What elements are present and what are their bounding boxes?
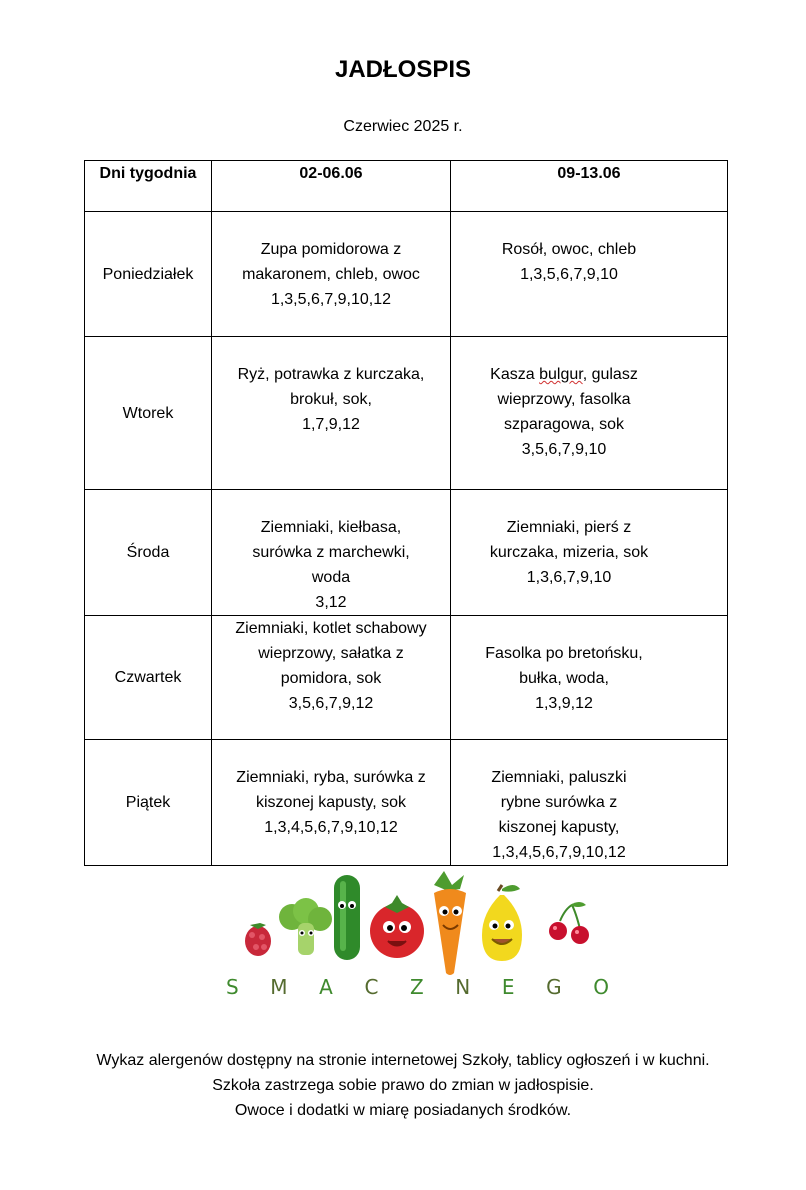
- header-week-2: 09-13.06: [451, 161, 728, 212]
- meal-line: wieprzowy, sałatka z: [258, 645, 404, 662]
- meal-line: Ziemniaki, kiełbasa,: [260, 519, 402, 536]
- carrot-icon: [434, 871, 466, 975]
- table-row: [85, 212, 728, 337]
- table-row: [85, 616, 728, 740]
- banner-letter: E: [501, 975, 516, 999]
- table-row: [85, 740, 728, 866]
- meal-line: kurczaka, mizeria, sok: [489, 544, 649, 561]
- banner-letter: N: [455, 975, 472, 999]
- meal-line: 1,3,6,7,9,10: [526, 569, 612, 586]
- meal-line: Ziemniaki, ryba, surówka z: [236, 769, 426, 786]
- meal-line: woda: [311, 569, 351, 586]
- page-title: JADŁOSPIS: [334, 56, 472, 83]
- meal-line: 1,3,5,6,7,9,10: [520, 266, 618, 283]
- smacznego-banner: [226, 975, 610, 999]
- footer-notes: [0, 1048, 806, 1123]
- allergen-note: Wykaz alergenów dostępny na stronie internetowej Szkoły, tablicy ogłoszeń i w kuchni.: [96, 1052, 710, 1069]
- meal-tuesday-week-2: [451, 337, 728, 490]
- changes-note: Szkoła zastrzega sobie prawo do zmian w jadłospisie.: [212, 1077, 594, 1094]
- day-monday: Poniedziałek: [85, 212, 212, 337]
- meal-line: makaronem, chleb, owoc: [242, 266, 420, 283]
- meal-line: 3,12: [315, 594, 347, 611]
- banner-letter: Z: [410, 975, 425, 999]
- meal-text: , gulasz: [582, 366, 638, 383]
- meal-text: Kasza: [490, 366, 540, 383]
- pear-icon: [482, 885, 522, 961]
- table-header-row: [85, 161, 728, 212]
- meal-line: Ziemniaki, pierś z: [506, 519, 632, 536]
- meal-line: Zupa pomidorowa z: [260, 241, 402, 258]
- meal-line: Rosół, owoc, chleb: [501, 241, 637, 258]
- raspberry-icon: [245, 923, 271, 956]
- table-row: [85, 490, 728, 616]
- header-days: Dni tygodnia: [85, 161, 212, 212]
- meal-line: Ziemniaki, paluszki: [491, 769, 627, 786]
- day-wednesday: Środa: [85, 490, 212, 616]
- meal-friday-week-2: [451, 740, 728, 866]
- banner-letter: O: [593, 975, 610, 999]
- meal-line: 1,7,9,12: [302, 416, 360, 433]
- meal-line: 1,3,4,5,6,7,9,10,12: [264, 819, 398, 836]
- meal-tuesday-week-1: [212, 337, 451, 490]
- meal-line: rybne surówka z: [500, 794, 618, 811]
- meal-line: kiszonej kapusty, sok: [256, 794, 406, 811]
- cherries-icon: [549, 902, 589, 944]
- meal-line: [451, 362, 677, 387]
- banner-letter: G: [546, 975, 563, 999]
- banner-letter: S: [226, 975, 240, 999]
- spellcheck-word: bulgur: [539, 366, 583, 383]
- meal-thursday-week-1: [212, 616, 451, 740]
- page-subtitle: Czerwiec 2025 r.: [343, 118, 463, 135]
- day-thursday: Czwartek: [85, 616, 212, 740]
- meal-line: Fasolka po bretońsku,: [485, 645, 643, 662]
- meal-line: 1,3,9,12: [535, 695, 593, 712]
- broccoli-icon: [279, 898, 332, 955]
- day-tuesday: Wtorek: [85, 337, 212, 490]
- meal-wednesday-week-2: [451, 490, 728, 616]
- meal-line: 1,3,5,6,7,9,10,12: [270, 291, 392, 308]
- cucumber-icon: [334, 875, 360, 960]
- meal-line: 3,5,6,7,9,10: [521, 441, 607, 458]
- meal-line: 1,3,4,5,6,7,9,10,12: [492, 844, 626, 861]
- meal-line: bułka, woda,: [519, 670, 609, 687]
- meal-monday-week-2: [451, 212, 728, 337]
- meal-line: Ryż, potrawka z kurczaka,: [237, 366, 425, 383]
- meal-friday-week-1: [212, 740, 451, 866]
- banner-letter: A: [319, 975, 334, 999]
- meal-line: szparagowa, sok: [503, 416, 625, 433]
- header-week-1: 02-06.06: [212, 161, 451, 212]
- banner-letter: M: [270, 975, 289, 999]
- menu-table: [84, 160, 728, 866]
- meal-line: brokuł, sok,: [290, 391, 372, 408]
- meal-line: surówka z marchewki,: [252, 544, 410, 561]
- meal-line: Ziemniaki, kotlet schabowy: [235, 620, 427, 637]
- meal-wednesday-week-1: [212, 490, 451, 616]
- day-friday: Piątek: [85, 740, 212, 866]
- meal-line: kiszonej kapusty,: [498, 819, 620, 836]
- meal-thursday-week-2: [451, 616, 728, 740]
- fruit-note: Owoce i dodatki w miarę posiadanych środków.: [234, 1102, 572, 1119]
- banner-letter: C: [364, 975, 380, 999]
- meal-line: wieprzowy, fasolka: [497, 391, 631, 408]
- meal-monday-week-1: [212, 212, 451, 337]
- meal-line: pomidora, sok: [280, 670, 382, 687]
- meal-line: 3,5,6,7,9,12: [288, 695, 374, 712]
- table-row: [85, 337, 728, 490]
- tomato-icon: [370, 895, 424, 958]
